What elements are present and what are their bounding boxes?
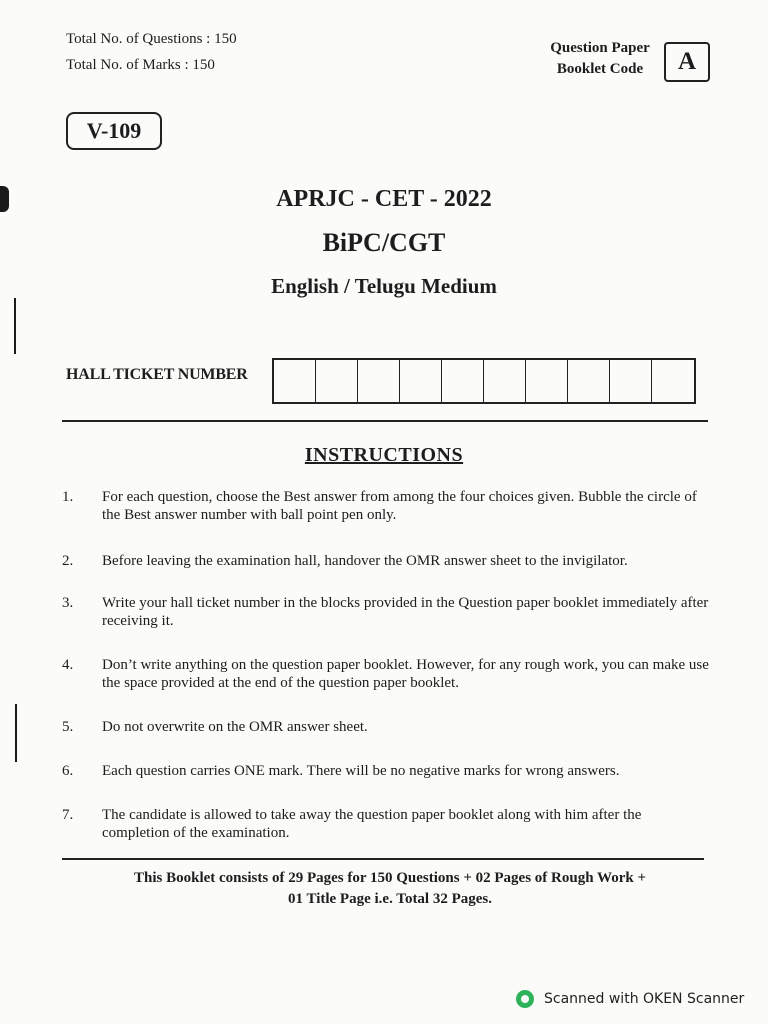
hall-ticket-grid [272, 358, 696, 404]
instruction-text: Each question carries ONE mark. There will be no negative marks for wrong answers. [102, 763, 620, 779]
booklet-code-label-line2: Booklet Code [556, 61, 644, 77]
total-questions: Total No. of Questions : 150 [66, 31, 237, 47]
booklet-pages-note [70, 868, 710, 910]
hall-ticket-cell[interactable] [652, 360, 694, 402]
hall-ticket-cell[interactable] [568, 360, 610, 402]
hall-ticket-cell[interactable] [358, 360, 400, 402]
instruction-text: The candidate is allowed to take away the question paper booklet along with him after the completion of the examination. [102, 807, 642, 841]
instruction-item [62, 806, 710, 842]
hall-ticket-cell[interactable] [316, 360, 358, 402]
booklet-pages-note-line2: 01 Title Page i.e. Total 32 Pages. [287, 891, 493, 907]
hall-ticket-cell[interactable] [274, 360, 316, 402]
instruction-text: Don’t write anything on the question paper booklet. However, for any rough work, you can make use the space provided at the end of the question paper booklet. [102, 657, 709, 691]
instruction-text: Do not overwrite on the OMR answer sheet. [102, 719, 368, 735]
instruction-text: For each question, choose the Best answer from among the four choices given. Bubble the circle of the Best answer number with ball point pen only. [102, 489, 697, 523]
series-code-box: V-109 [66, 112, 162, 150]
hall-ticket-cell[interactable] [484, 360, 526, 402]
instruction-number: 4. [62, 657, 74, 673]
instruction-item [62, 552, 710, 570]
instruction-item [62, 762, 710, 780]
scanner-watermark [516, 990, 744, 1008]
total-marks: Total No. of Marks : 150 [66, 57, 215, 73]
hall-ticket-cell[interactable] [442, 360, 484, 402]
instruction-item [62, 718, 710, 736]
instruction-item [62, 488, 710, 524]
instruction-number: 3. [62, 595, 74, 611]
scanner-watermark-text: Scanned with OKEN Scanner [544, 991, 745, 1007]
hall-ticket-label: HALL TICKET NUMBER [66, 366, 248, 383]
hall-ticket-cell[interactable] [526, 360, 568, 402]
oken-scanner-logo-icon [516, 990, 534, 1008]
medium-title: English / Telugu Medium [271, 274, 497, 298]
stream-title: BiPC/CGT [322, 228, 446, 257]
divider [62, 858, 704, 860]
exam-title: APRJC - CET - 2022 [276, 186, 492, 212]
hall-ticket-cell[interactable] [400, 360, 442, 402]
instruction-number: 2. [62, 553, 74, 569]
instruction-number: 6. [62, 763, 74, 779]
instruction-item [62, 656, 710, 692]
instruction-text: Before leaving the examination hall, handover the OMR answer sheet to the invigilator. [102, 553, 628, 569]
instruction-text: Write your hall ticket number in the blocks provided in the Question paper booklet immediately after receiving it. [102, 595, 709, 629]
booklet-code-box: A [664, 42, 710, 82]
divider [62, 420, 708, 422]
instructions-heading: INSTRUCTIONS [304, 444, 464, 466]
booklet-code-label-line1: Question Paper [550, 40, 650, 56]
scan-edge-mark [15, 704, 17, 762]
instruction-item [62, 594, 710, 630]
instruction-number: 5. [62, 719, 74, 735]
instruction-number: 1. [62, 489, 74, 505]
booklet-code-label [540, 38, 660, 80]
booklet-pages-note-line1: This Booklet consists of 29 Pages for 150 Questions + 02 Pages of Rough Work + [134, 870, 646, 886]
hall-ticket-cell[interactable] [610, 360, 652, 402]
instruction-number: 7. [62, 807, 74, 823]
scan-edge-mark [14, 298, 16, 354]
